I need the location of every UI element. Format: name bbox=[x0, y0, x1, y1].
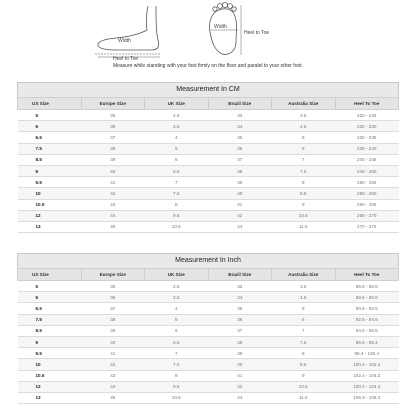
us-size-cell: 7.5 bbox=[18, 314, 82, 325]
table-cell: 41 bbox=[208, 370, 272, 381]
table-row bbox=[18, 314, 399, 325]
table-cell: 7 bbox=[272, 325, 336, 336]
table-cell: 38 bbox=[81, 143, 145, 154]
table-cell: 240 - 245 bbox=[335, 154, 399, 165]
table-cell: 7 bbox=[272, 154, 336, 165]
table-cell: 36 bbox=[81, 292, 145, 303]
table-cell: 38 bbox=[208, 165, 272, 176]
table-cell: 43 bbox=[81, 370, 145, 381]
table-row bbox=[18, 210, 399, 221]
column-header: Europe Size bbox=[81, 269, 145, 281]
table-row bbox=[18, 392, 399, 403]
column-header: US Size bbox=[18, 269, 82, 281]
table-cell: 44 bbox=[81, 210, 145, 221]
table-cell: 235 - 240 bbox=[335, 143, 399, 154]
table-cell: 4.5 bbox=[272, 121, 336, 132]
table-cell: 265 - 270 bbox=[335, 210, 399, 221]
table-cell: 35 bbox=[208, 303, 272, 314]
table-row bbox=[18, 336, 399, 347]
table-cell: 41 bbox=[81, 177, 145, 188]
table-cell: 7.5 bbox=[145, 359, 209, 370]
table-cell: 9.5 bbox=[145, 381, 209, 392]
us-size-cell: 13 bbox=[18, 221, 82, 232]
table-cell: 100.4 - 102.4 bbox=[335, 359, 399, 370]
table-cell: 6 bbox=[145, 325, 209, 336]
table-cell: 98.4 - 100.4 bbox=[335, 348, 399, 359]
top-width-label: Width bbox=[214, 24, 227, 30]
column-header: Europe Size bbox=[81, 98, 145, 110]
table-cell: 7.5 bbox=[272, 336, 336, 347]
table-row bbox=[18, 110, 399, 121]
table-cell: 44 bbox=[208, 221, 272, 232]
side-foot-icon bbox=[95, 6, 160, 54]
table-row bbox=[18, 303, 399, 314]
table-row bbox=[18, 325, 399, 336]
us-size-cell: 6 bbox=[18, 121, 82, 132]
table-cell: 6 bbox=[145, 154, 209, 165]
us-size-cell: 6.5 bbox=[18, 132, 82, 143]
table-row bbox=[18, 221, 399, 232]
column-header: US Size bbox=[18, 98, 82, 110]
table-cell: 6.5 bbox=[145, 165, 209, 176]
side-length-label: Heel to Toe bbox=[113, 56, 139, 62]
table-cell: 7 bbox=[145, 348, 209, 359]
table-cell: 88.6 - 90.6 bbox=[335, 292, 399, 303]
table-cell: 38 bbox=[208, 336, 272, 347]
top-length-label: Heel to Toe bbox=[244, 30, 270, 36]
table-cell: 4 bbox=[145, 303, 209, 314]
measurement-instruction: Measure while standing with your foot firmly on the floor and paralel to your other foot. bbox=[112, 63, 304, 69]
table-row bbox=[18, 281, 399, 292]
table-cell: 44 bbox=[208, 392, 272, 403]
table-cell: 38 bbox=[81, 314, 145, 325]
table-cell: 36 bbox=[208, 314, 272, 325]
table-cell: 100.4 - 104.3 bbox=[335, 381, 399, 392]
table-cell: 7.5 bbox=[272, 165, 336, 176]
table-cell: 9.5 bbox=[145, 210, 209, 221]
table-row bbox=[18, 381, 399, 392]
table-cell: 33 bbox=[208, 281, 272, 292]
us-size-cell: 5 bbox=[18, 110, 82, 121]
size-table-inch bbox=[17, 253, 399, 404]
table-cell: 86.6 - 88.6 bbox=[335, 281, 399, 292]
table-row bbox=[18, 359, 399, 370]
us-size-cell: 10.5 bbox=[18, 199, 82, 210]
table-cell: 230 - 235 bbox=[335, 132, 399, 143]
table-cell: 39 bbox=[208, 177, 272, 188]
table-cell: 8.5 bbox=[272, 359, 336, 370]
table-cell: 45 bbox=[81, 392, 145, 403]
table-cell: 6.5 bbox=[145, 336, 209, 347]
table-cell: 36 bbox=[208, 143, 272, 154]
table-cell: 40 bbox=[81, 165, 145, 176]
table-cell: 6 bbox=[272, 143, 336, 154]
table-cell: 7 bbox=[145, 177, 209, 188]
table-cell: 34 bbox=[208, 292, 272, 303]
table-cell: 102.4 - 104.3 bbox=[335, 370, 399, 381]
table-cell: 8 bbox=[272, 348, 336, 359]
table-cell: 7.5 bbox=[145, 188, 209, 199]
us-size-cell: 7.5 bbox=[18, 143, 82, 154]
table-cell: 36 bbox=[81, 121, 145, 132]
table-cell: 3.5 bbox=[272, 110, 336, 121]
column-header: UK Size bbox=[145, 269, 209, 281]
table-cell: 220 - 225 bbox=[335, 110, 399, 121]
table-cell: 5 bbox=[145, 143, 209, 154]
table-cell: 40 bbox=[208, 359, 272, 370]
table-cell: 33 bbox=[208, 110, 272, 121]
table-cell: 37 bbox=[208, 154, 272, 165]
side-width-label: Width bbox=[118, 38, 131, 44]
table-cell: 44 bbox=[81, 381, 145, 392]
table-cell: 37 bbox=[81, 303, 145, 314]
table-cell: 39 bbox=[208, 348, 272, 359]
table-cell: 41 bbox=[81, 348, 145, 359]
table-row bbox=[18, 188, 399, 199]
us-size-cell: 5 bbox=[18, 281, 82, 292]
table-cell: 250 - 255 bbox=[335, 177, 399, 188]
table-cell: 245 - 250 bbox=[335, 165, 399, 176]
table-cell: 4.5 bbox=[272, 292, 336, 303]
table-cell: 35 bbox=[81, 281, 145, 292]
table-cell: 8 bbox=[145, 199, 209, 210]
table-cell: 42 bbox=[208, 210, 272, 221]
table-cell: 2.5 bbox=[145, 110, 209, 121]
foot-measurement-illustration bbox=[0, 0, 416, 72]
table-cell: 35 bbox=[81, 110, 145, 121]
table-cell: 2.5 bbox=[145, 281, 209, 292]
table-cell: 11.5 bbox=[272, 392, 336, 403]
us-size-cell: 9.5 bbox=[18, 348, 82, 359]
table-cell: 9 bbox=[272, 199, 336, 210]
table-title: Measurement In CM bbox=[17, 82, 399, 97]
table-cell: 41 bbox=[208, 199, 272, 210]
table-cell: 260 - 265 bbox=[335, 199, 399, 210]
table-cell: 42 bbox=[81, 359, 145, 370]
table-cell: 35 bbox=[208, 132, 272, 143]
table-cell: 9 bbox=[272, 370, 336, 381]
column-header: Brazil Size bbox=[208, 98, 272, 110]
table-cell: 4 bbox=[145, 132, 209, 143]
table-cell: 94.5 - 96.5 bbox=[335, 325, 399, 336]
column-header: Heel To Toe bbox=[335, 269, 399, 281]
us-size-cell: 12 bbox=[18, 210, 82, 221]
table-cell: 106.3 - 108.3 bbox=[335, 392, 399, 403]
size-table-cm bbox=[17, 82, 399, 233]
table-cell: 8 bbox=[272, 177, 336, 188]
column-header: UK Size bbox=[145, 98, 209, 110]
table-cell: 3.5 bbox=[272, 281, 336, 292]
us-size-cell: 6 bbox=[18, 292, 82, 303]
table-row bbox=[18, 165, 399, 176]
table-cell: 11.5 bbox=[272, 221, 336, 232]
table-cell: 90.6 - 92.5 bbox=[335, 303, 399, 314]
table-cell: 270 - 275 bbox=[335, 221, 399, 232]
table-cell: 8 bbox=[145, 370, 209, 381]
table-cell: 3.5 bbox=[145, 121, 209, 132]
us-size-cell: 6.5 bbox=[18, 303, 82, 314]
table-cell: 3.5 bbox=[145, 292, 209, 303]
column-header: Heel To Toe bbox=[335, 98, 399, 110]
us-size-cell: 9 bbox=[18, 336, 82, 347]
table-cell: 34 bbox=[208, 121, 272, 132]
table-cell: 10.5 bbox=[145, 392, 209, 403]
table-row bbox=[18, 370, 399, 381]
table-cell: 96.5 - 98.4 bbox=[335, 336, 399, 347]
table-cell: 5 bbox=[145, 314, 209, 325]
column-header: Brazil Size bbox=[208, 269, 272, 281]
us-size-cell: 9.5 bbox=[18, 177, 82, 188]
table-cell: 39 bbox=[81, 325, 145, 336]
table-cell: 45 bbox=[81, 221, 145, 232]
table-cell: 5 bbox=[272, 303, 336, 314]
us-size-cell: 10 bbox=[18, 188, 82, 199]
table-cell: 40 bbox=[81, 336, 145, 347]
us-size-cell: 9 bbox=[18, 165, 82, 176]
table-row bbox=[18, 199, 399, 210]
us-size-cell: 12 bbox=[18, 381, 82, 392]
us-size-cell: 10 bbox=[18, 359, 82, 370]
table-cell: 10.5 bbox=[145, 221, 209, 232]
table-row bbox=[18, 348, 399, 359]
us-size-cell: 13 bbox=[18, 392, 82, 403]
us-size-cell: 8.5 bbox=[18, 154, 82, 165]
table-cell: 42 bbox=[208, 381, 272, 392]
table-row bbox=[18, 177, 399, 188]
table-cell: 5 bbox=[272, 132, 336, 143]
table-cell: 8.5 bbox=[272, 188, 336, 199]
table-cell: 43 bbox=[81, 199, 145, 210]
table-cell: 225 - 230 bbox=[335, 121, 399, 132]
table-row bbox=[18, 121, 399, 132]
table-cell: 255 - 260 bbox=[335, 188, 399, 199]
table-row bbox=[18, 143, 399, 154]
table-cell: 42 bbox=[81, 188, 145, 199]
us-size-cell: 8.5 bbox=[18, 325, 82, 336]
table-cell: 39 bbox=[81, 154, 145, 165]
table-title: Measurement In Inch bbox=[17, 253, 399, 268]
table-cell: 37 bbox=[81, 132, 145, 143]
us-size-cell: 10.5 bbox=[18, 370, 82, 381]
table-row bbox=[18, 132, 399, 143]
table-row bbox=[18, 292, 399, 303]
column-header: Australia Size bbox=[272, 269, 336, 281]
table-cell: 92.5 - 94.5 bbox=[335, 314, 399, 325]
table-cell: 6 bbox=[272, 314, 336, 325]
table-row bbox=[18, 154, 399, 165]
table-cell: 37 bbox=[208, 325, 272, 336]
table-cell: 10.5 bbox=[272, 381, 336, 392]
table-cell: 40 bbox=[208, 188, 272, 199]
table-cell: 10.5 bbox=[272, 210, 336, 221]
column-header: Australia Size bbox=[272, 98, 336, 110]
